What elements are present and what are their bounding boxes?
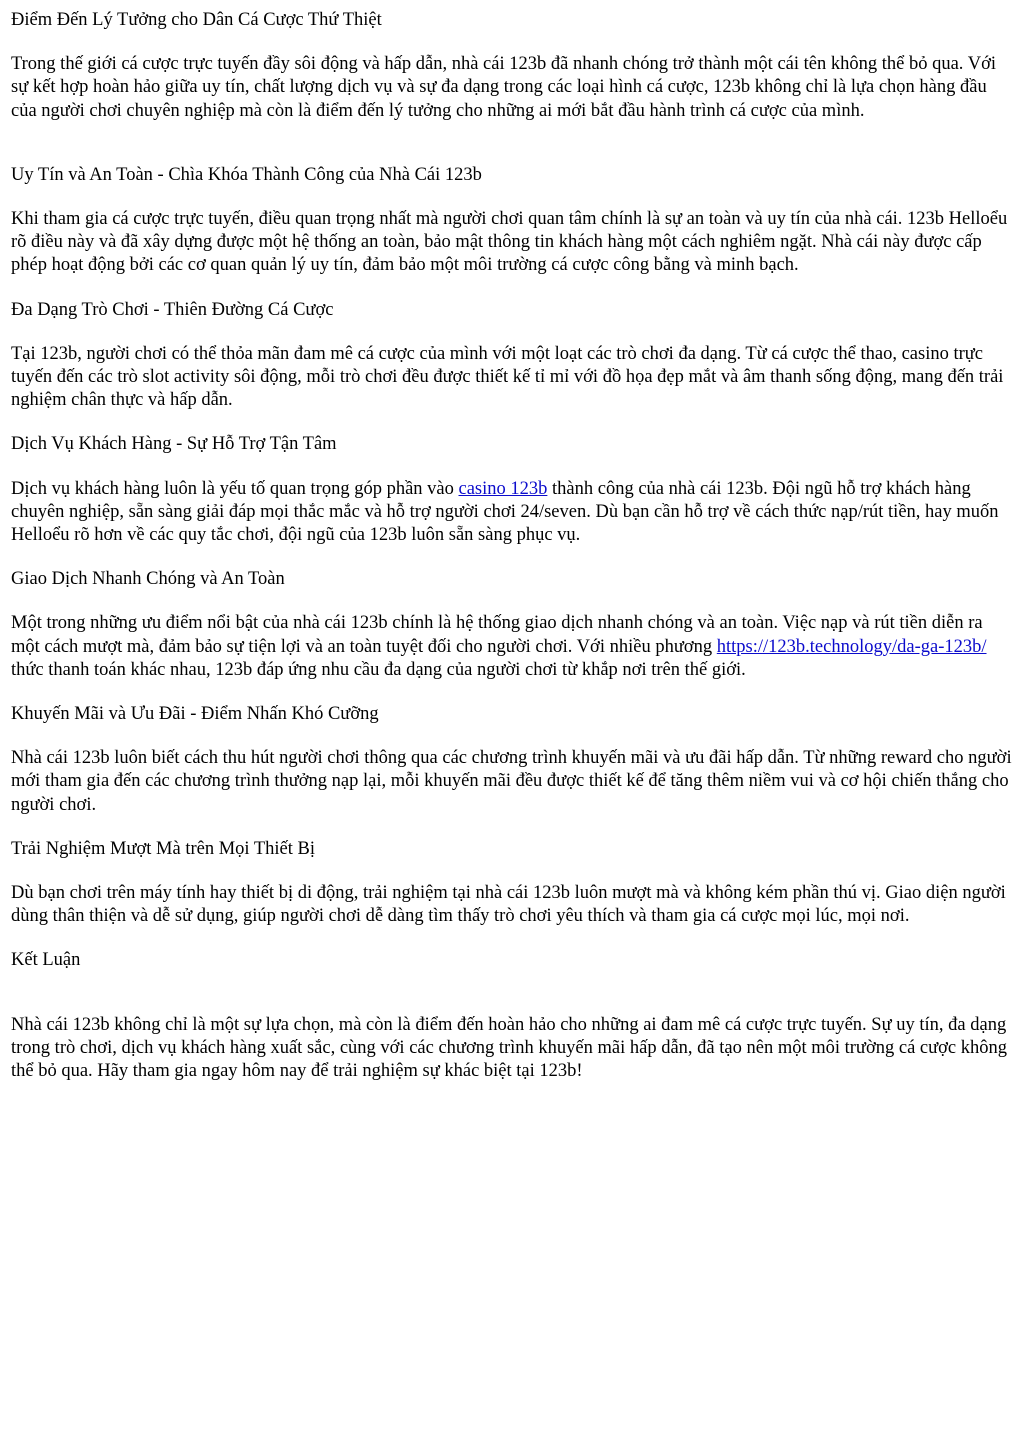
spacer <box>11 32 1013 53</box>
spacer <box>11 861 1013 882</box>
section-paragraph-customer-service <box>11 478 1013 548</box>
spacer <box>11 278 1013 299</box>
section-heading-promotions: Khuyến Mãi và Ưu Đãi - Điểm Nhấn Khó Cưỡng <box>11 704 379 725</box>
spacer <box>11 547 1013 568</box>
section-paragraph-devices: Dù bạn chơi trên máy tính hay thiết bị di động, trải nghiệm tại nhà cái 123b luôn mượt mà và không kém phần thú vị. Giao diện người dùng thân thiện và dễ sử dụng, giúp người chơi dễ dàng tìm thấy trò chơi yêu thích và tham gia cá cược mọi lúc, mọi nơi. <box>11 883 1006 927</box>
section-heading-trust-safety: Uy Tín và An Toàn - Chìa Khóa Thành Công của Nhà Cái 123b <box>11 164 482 185</box>
spacer <box>11 726 1013 747</box>
spacer <box>11 928 1013 949</box>
da-ga-123b-link[interactable]: https://123b.technology/da-ga-123b/ <box>716 636 987 657</box>
spacer <box>11 682 1013 703</box>
spacer <box>11 187 1013 208</box>
section-paragraph-games: Tại 123b, người chơi có thể thỏa mãn đam mê cá cược của mình với một loạt các trò chơi đa dạng. Từ cá cược thể thao, casino trực tuyến đến các trò slot activity sôi động, mỗi trò chơi đều được thiết kế tỉ mỉ với đồ họa đẹp mắt và âm thanh sống động, mang đến trải nghiệm chân thực và hấp dẫn. <box>11 343 1004 411</box>
spacer <box>11 123 1013 164</box>
section-heading-devices: Trải Nghiệm Mượt Mà trên Mọi Thiết Bị <box>11 838 315 859</box>
section-paragraph-conclusion: Nhà cái 123b không chỉ là một sự lựa chọn, mà còn là điểm đến hoàn hảo cho những ai đam mê cá cược trực tuyến. Sự uy tín, đa dạng trong trò chơi, dịch vụ khách hàng xuất sắc, cùng với các chương trình khuyến mãi hấp dẫn, đã tạo nên một môi trường cá cược không thể bỏ qua. Hãy tham gia ngay hôm nay để trải nghiệm sự khác biệt tại 123b! <box>11 1014 1008 1082</box>
section-heading-transactions: Giao Dịch Nhanh Chóng và An Toàn <box>11 569 285 590</box>
paragraph-text: thành công của nhà cái 123b. Đội ngũ hỗ trợ khách hàng chuyên nghiệp, sẵn sàng giải đáp mọi thắc mắc và hỗ trợ người chơi 24/seven. Dù bạn cần hỗ trợ về cách thức nạp/rút tiền, hay muốn Helloểu rõ hơn về các quy tắc chơi, đội ngũ của 123b luôn sẵn sàng phục vụ. <box>11 478 999 546</box>
section-heading-customer-service: Dịch Vụ Khách Hàng - Sự Hỗ Trợ Tận Tâm <box>11 434 337 455</box>
spacer <box>11 817 1013 838</box>
document-page <box>11 9 1013 1083</box>
spacer <box>11 973 1013 1014</box>
spacer <box>11 591 1013 612</box>
paragraph-text: Dịch vụ khách hàng luôn là yếu tố quan trọng góp phần vào <box>11 478 459 499</box>
section-paragraph-intro: Trong thế giới cá cược trực tuyến đầy sôi động và hấp dẫn, nhà cái 123b đã nhanh chóng trở thành một cái tên không thể bỏ qua. Với sự kết hợp hoàn hảo giữa uy tín, chất lượng dịch vụ và sự đa dạng trong các loại hình cá cược, 123b không chỉ là lựa chọn hàng đầu của người chơi chuyên nghiệp mà còn là điểm đến lý tưởng cho những ai mới bắt đầu hành trình cá cược của mình. <box>11 54 996 121</box>
spacer <box>11 412 1013 433</box>
spacer <box>11 457 1013 478</box>
paragraph-text: thức thanh toán khác nhau, 123b đáp ứng nhu cầu đa dạng của người chơi từ khắp nơi trên thế giới. <box>11 659 746 680</box>
section-paragraph-transactions <box>11 612 1013 682</box>
paragraph-text: Một trong những ưu điểm nổi bật của nhà cái 123b chính là hệ thống giao dịch nhanh chóng và an toàn. Việc nạp và rút tiền diễn ra một cách mượt mà, đảm bảo sự tiện lợi và an toàn tuyệt đối cho người chơi. Với nhiều phương <box>11 613 983 657</box>
casino-123b-link[interactable]: casino 123b <box>458 478 548 499</box>
section-paragraph-promotions: Nhà cái 123b luôn biết cách thu hút người chơi thông qua các chương trình khuyến mãi và ưu đãi hấp dẫn. Từ những reward cho người mới tham gia đến các chương trình thưởng nạp lại, mỗi khuyến mãi đều được thiết kế để tăng thêm niềm vui và cơ hội chiến thắng cho người chơi. <box>11 748 1012 815</box>
section-heading-intro: Điểm Đến Lý Tưởng cho Dân Cá Cược Thứ Thiệt <box>11 10 382 30</box>
section-paragraph-trust-safety: Khi tham gia cá cược trực tuyến, điều quan trọng nhất mà người chơi quan tâm chính là sự an toàn và uy tín của nhà cái. 123b Helloểu rõ điều này và đã xây dựng được một hệ thống an toàn, bảo mật thông tin khách hàng một cách nghiêm ngặt. Nhà cái này được cấp phép hoạt động bởi các cơ quan quản lý uy tín, đảm bảo một môi trường cá cược công bằng và minh bạch. <box>11 209 1008 276</box>
spacer <box>11 322 1013 343</box>
section-heading-games: Đa Dạng Trò Chơi - Thiên Đường Cá Cược <box>11 299 334 320</box>
section-heading-conclusion: Kết Luận <box>11 950 81 971</box>
